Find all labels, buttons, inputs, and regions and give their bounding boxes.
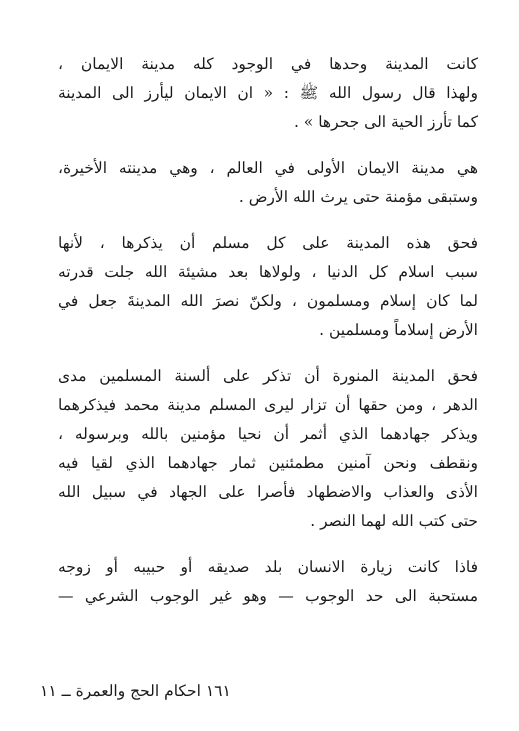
text-line: الأرض إسلاماً ومسلمين . bbox=[319, 321, 478, 339]
text-line: ولهذا قال رسول الله ﷺ : « ان الايمان ليأرز الى المدينة bbox=[58, 84, 478, 102]
text-line: الأذى والعذاب والاضطهاد فأصرا على الجهاد في سبيل الله bbox=[58, 483, 478, 501]
paragraph-1 bbox=[58, 50, 478, 137]
text-line: هي مدينة الايمان الأولى في العالم ، وهي مدينته الأخيرة، bbox=[58, 159, 478, 177]
paragraph-4 bbox=[58, 362, 478, 536]
text-line: فحق هذه المدينة على كل مسلم أن يذكرها ، لأنها bbox=[58, 234, 478, 252]
text-line: فاذا كانت زيارة الانسان بلد صديقه أو حبيبه أو زوجه bbox=[58, 558, 478, 576]
page-body bbox=[58, 50, 478, 628]
text-line: ونقطف ونحن آمنين مطمئنين ثمار جهادهما الذي لقيا فيه bbox=[58, 454, 478, 472]
text-line: سبب اسلام كل الدنيا ، ولولاها بعد مشيئة الله جلت قدرته bbox=[58, 263, 478, 281]
paragraph-5 bbox=[58, 553, 478, 611]
text-line: الدهر ، ومن حقها أن تزار ليرى المسلم مدينة محمد فيذكرهما bbox=[58, 396, 478, 414]
text-line: فحق المدينة المنورة أن تذكر على ألسنة المسلمين مدى bbox=[58, 367, 478, 385]
text-line: كما تأرز الحية الى جحرها » . bbox=[293, 113, 478, 131]
text-line: وستبقى مؤمنة حتى يرث الله الأرض . bbox=[238, 188, 478, 206]
page-footer: ١٦١ احكام الحج والعمرة ــ ١١ bbox=[40, 682, 231, 700]
text-line: ويذكر جهادهما الذي أثمر أن نحيا مؤمنين بالله وبرسوله ، bbox=[58, 425, 478, 443]
text-line: لما كان إسلام ومسلمون ، ولكنّ نصرَ الله المدينةَ جعل في bbox=[58, 292, 478, 310]
text-line: حتى كتب الله لهما النصر . bbox=[310, 512, 478, 530]
paragraph-2 bbox=[58, 154, 478, 212]
text-line: مستحبة الى حد الوجوب — وهو غير الوجوب الشرعي — bbox=[58, 587, 478, 605]
text-line: كانت المدينة وحدها في الوجود كله مدينة الايمان ، bbox=[58, 55, 478, 73]
paragraph-3 bbox=[58, 229, 478, 345]
